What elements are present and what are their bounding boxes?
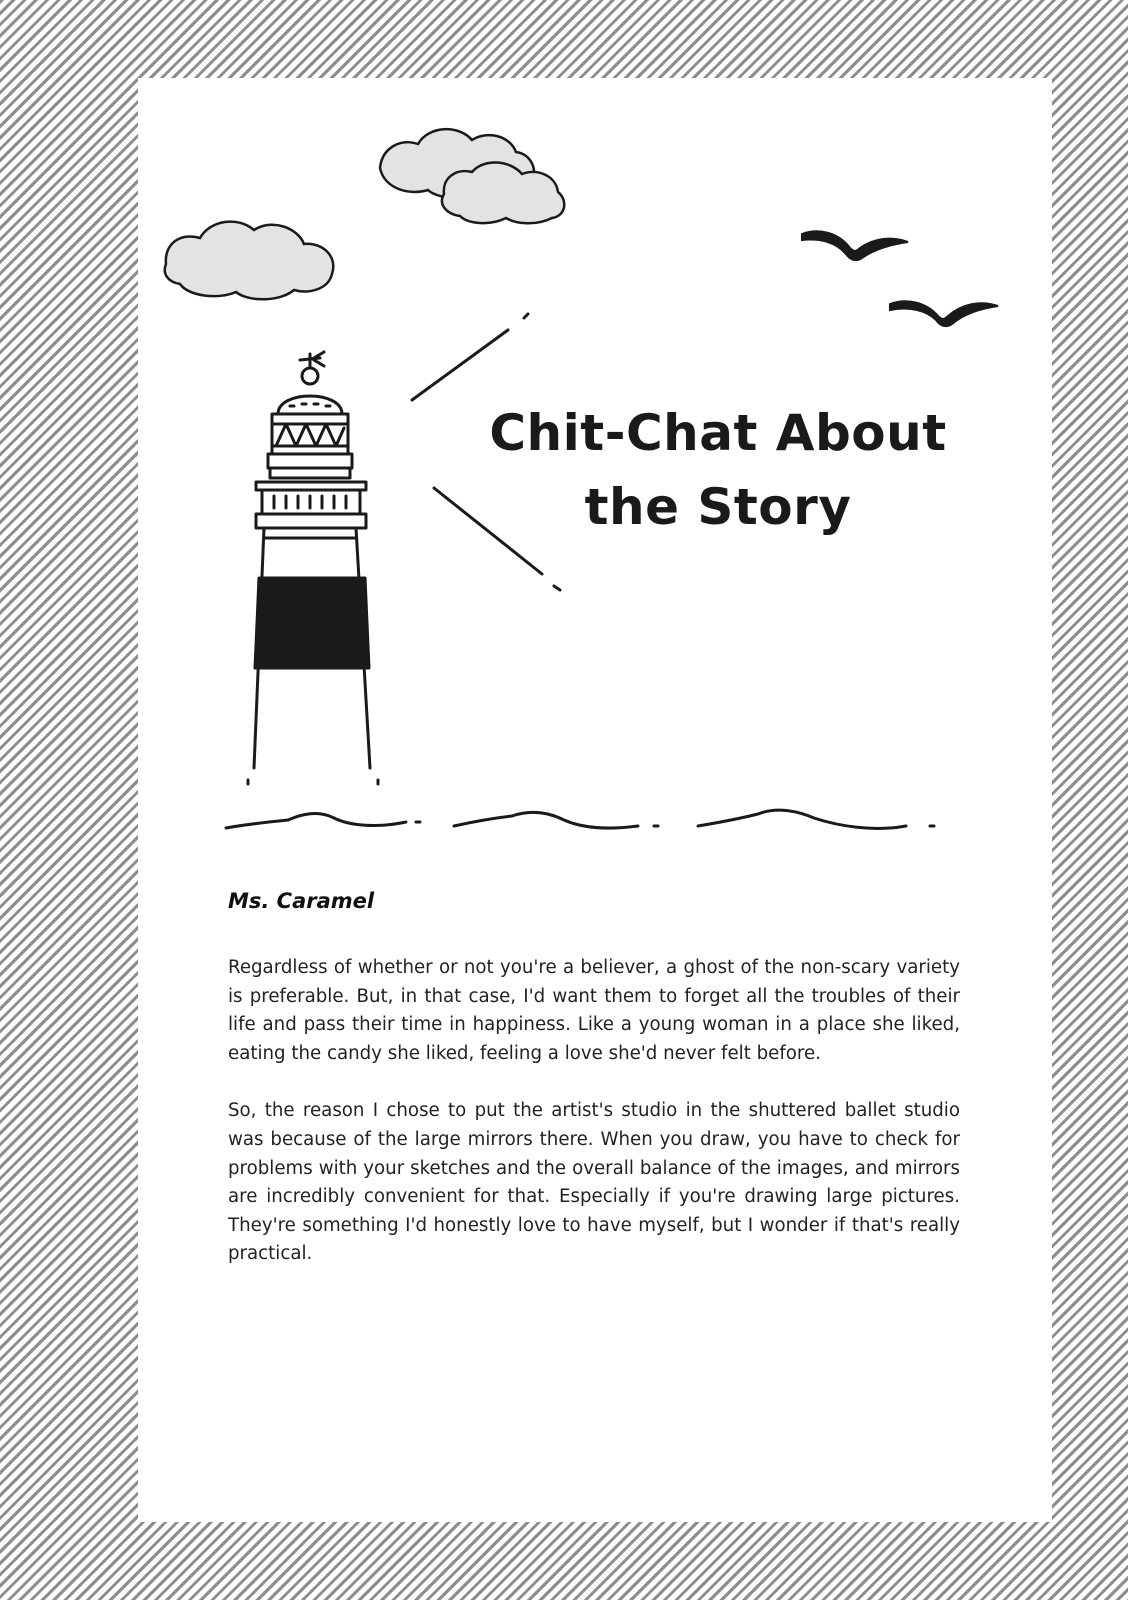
seagull-icon	[890, 301, 998, 326]
section-heading: Ms. Caramel	[228, 889, 375, 913]
paragraph-2: So, the reason I chose to put the artist's studio in the shuttered ballet studio was because of the large mirrors there. When you draw, you have to check for problems with your sketches and the overall balance of the images, and mirrors are incredibly convenient for that. Especially if you're drawing large pictures. They're something I'd honestly love to have myself, but I wonder if that's really practical.	[228, 1100, 960, 1265]
paragraph-1: Regardless of whether or not you're a believer, a ghost of the non-scary variety is preferable. But, in that case, I'd want them to forget all the troubles of their life and pass their time in happiness. Like a young woman in a place she liked, eating the candy she liked, feeling a love she'd never felt before.	[228, 957, 960, 1064]
title-line-1: Chit-Chat About	[489, 404, 947, 462]
seagull-icon	[802, 231, 908, 260]
wave-icon	[226, 810, 934, 828]
page-panel	[138, 78, 1052, 1522]
body-text	[228, 954, 960, 1298]
title-line-2: the Story	[584, 478, 852, 536]
cloud-icon	[442, 162, 564, 223]
cloud-icon	[165, 222, 334, 300]
page-title	[488, 396, 948, 544]
lighthouse-icon	[248, 352, 378, 784]
